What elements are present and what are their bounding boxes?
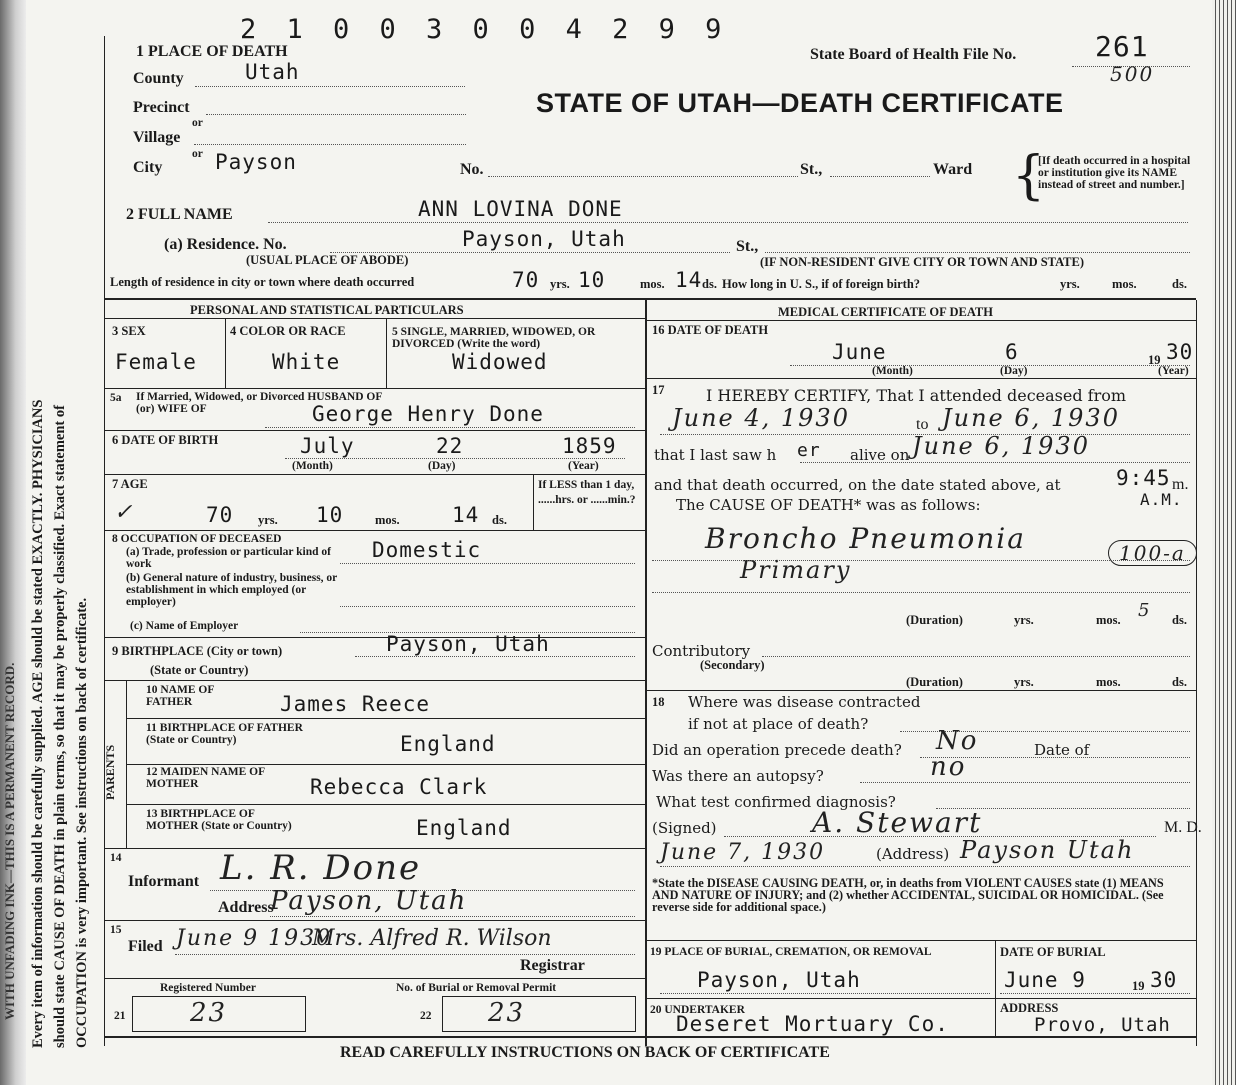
marital-label: 5 SINGLE, MARRIED, WIDOWED, OR DIVORCED (Write the word): [392, 326, 596, 350]
grid-father-bp: [126, 764, 645, 765]
duration-ds: ds.: [1172, 613, 1187, 627]
parents-side-label: PARENTS: [103, 744, 117, 800]
marital-value: Widowed: [452, 350, 548, 374]
frame-right: [1196, 300, 1197, 1046]
grid-father: [126, 718, 645, 719]
age-yrs: yrs.: [258, 513, 278, 527]
burial-place-label: 19 PLACE OF BURIAL, CREMATION, OR REMOVAL: [650, 946, 932, 958]
place-of-death-header: 1 PLACE OF DEATH: [136, 43, 288, 60]
age-mos: mos.: [375, 513, 400, 527]
item-17: 17: [652, 383, 665, 397]
us-mos: mos.: [1112, 277, 1137, 291]
sidebar-instructions-1: Every item of information should be carefully supplied. AGE should be stated EXACTLY. PHYSICIANS: [30, 399, 46, 1048]
spouse-num: 5a: [110, 392, 122, 404]
county-value: Utah: [245, 60, 300, 84]
alive-on-label: alive on: [850, 446, 910, 464]
signed-label: (Signed): [652, 819, 717, 837]
reg-num-value: 23: [190, 998, 228, 1028]
item-22: 22: [420, 1010, 432, 1022]
hospital-brace: {: [1012, 146, 1046, 206]
file-no: 261: [1095, 30, 1149, 63]
doctor-address: Payson Utah: [960, 836, 1135, 864]
secondary-label: (Secondary): [700, 658, 765, 672]
sidebar-instructions-2: should state CAUSE OF DEATH in plain terms, so that it may be properly classified. Exact statement of: [52, 405, 68, 1048]
birthplace-label: 9 BIRTHPLACE (City or town): [112, 644, 283, 658]
frame-left: [104, 36, 105, 1046]
grid-after-filed: [104, 978, 645, 979]
occ-c: (c) Name of Employer: [130, 620, 239, 632]
item-14: 14: [110, 852, 122, 864]
duration-label: (Duration): [906, 613, 963, 627]
duration-mos: mos.: [1096, 613, 1121, 627]
grid-after-footnote: [645, 940, 1196, 941]
grid-after-bp: [104, 680, 645, 681]
autopsy-label: Was there an autopsy?: [652, 767, 824, 785]
signed-date: June 7, 1930: [660, 840, 826, 865]
item-15: 15: [110, 924, 122, 936]
item-18: 18: [652, 695, 665, 709]
dob-month: July: [300, 434, 355, 458]
father-label: 10 NAME OF FATHER: [146, 684, 214, 708]
dob-label: 6 DATE OF BIRTH: [112, 433, 219, 447]
last-saw-label: that I last saw h: [654, 446, 777, 464]
sex-label: 3 SEX: [112, 324, 146, 338]
grid-after-dod: [645, 378, 1196, 379]
duration-label-2: (Duration): [906, 675, 963, 689]
mother-label: 12 MAIDEN NAME OF MOTHER: [146, 766, 265, 790]
dob-month-cap: (Month): [292, 460, 333, 472]
birthplace-sub: (State or Country): [150, 663, 249, 677]
st-label: St.,: [800, 161, 823, 178]
undertaker-address-label: ADDRESS: [1000, 1001, 1059, 1015]
precinct-label: Precinct: [133, 99, 190, 116]
burial-permit-box: [442, 996, 636, 1032]
filed-line: [175, 954, 635, 955]
length-yrs-val: 70: [512, 268, 540, 292]
operation-value: No: [936, 726, 979, 756]
cert-text: I HEREBY CERTIFY, That I attended deceased from: [706, 386, 1127, 405]
last-saw-date: June 6, 1930: [912, 432, 1090, 460]
cause-line-1: [652, 560, 1190, 561]
county-label: County: [133, 70, 184, 87]
grid-center: [645, 298, 647, 1046]
or-1: or: [192, 117, 203, 129]
contrib-line: [762, 656, 1190, 657]
filed-date: June 9 1930: [176, 926, 333, 951]
operation-label: Did an operation precede death?: [652, 741, 902, 759]
mother-bp-value: England: [416, 816, 512, 840]
informant-address-label: Address: [218, 899, 274, 916]
grid-top: [104, 298, 1196, 300]
full-name-label: 2 FULL NAME: [126, 206, 233, 223]
informant-label: Informant: [128, 873, 200, 890]
medical-header: MEDICAL CERTIFICATE OF DEATH: [778, 305, 993, 319]
color-value: White: [272, 350, 341, 374]
footer-instructions: READ CAREFULLY INSTRUCTIONS ON BACK OF CERTIFICATE: [340, 1044, 830, 1061]
where-label-2: if not at place of death?: [688, 715, 869, 733]
grid-color-marital: [386, 318, 387, 388]
grid-after-occ: [104, 637, 645, 638]
occ-a: (a) Trade, profession or particular kind of work: [126, 546, 331, 570]
duration-ds-2: ds.: [1172, 675, 1187, 689]
certificate-top-number: 2 1 0 0 3 0 0 4 2 9 9: [240, 14, 729, 45]
length-yrs: yrs.: [550, 277, 570, 291]
length-mos-val: 10: [578, 268, 606, 292]
or-2: or: [192, 148, 203, 160]
length-ds-val: 14: [675, 268, 703, 292]
grid-burial-mid: [645, 998, 1196, 999]
length-mos: mos.: [640, 277, 665, 291]
ward-label: Ward: [933, 161, 973, 178]
dod-year: 30: [1166, 340, 1194, 364]
where-label: Where was disease contracted: [688, 693, 921, 711]
file-no-label: State Board of Health File No.: [810, 46, 1017, 63]
residence-line-2: [765, 252, 1190, 253]
residence-st: St.,: [736, 238, 759, 255]
burial-place-line: [660, 993, 990, 994]
her-value: er: [797, 440, 821, 461]
burial-date: June 9: [1004, 968, 1086, 992]
burial-place: Payson, Utah: [697, 968, 861, 992]
grid-after-age: [104, 530, 645, 531]
dod-line: [790, 365, 1190, 366]
medical-footnote: *State the DISEASE CAUSING DEATH, or, in deaths from VIOLENT CAUSES state (1) MEANS AND NATURE OF INJURY; and (2) whether ACCIDENTAL, SUICIDAL OR HOMICIDAL. (See reverse side for additional space.): [652, 876, 1164, 914]
hospital-note: [If death occurred in a hospital or institution give its NAME instead of street and number.]: [1038, 155, 1191, 191]
abode-note: (USUAL PLACE OF ABODE): [246, 253, 409, 267]
length-ds: ds.: [702, 277, 717, 291]
occ-line-b: [340, 606, 635, 607]
no-label: No.: [460, 161, 484, 178]
nonres-note: (IF NON-RESIDENT GIVE CITY OR TOWN AND STATE): [760, 255, 1085, 269]
attend-to: June 6, 1930: [942, 404, 1120, 432]
death-m-label: m.: [1172, 476, 1189, 493]
date-of-label: Date of: [1034, 741, 1090, 759]
birthplace-line: [355, 656, 635, 657]
occupation-value: Domestic: [372, 538, 482, 562]
md-label: M. D.: [1164, 819, 1202, 836]
certificate-title: STATE OF UTAH—DEATH CERTIFICATE: [536, 88, 1064, 118]
us-label: How long in U. S., if of foreign birth?: [722, 277, 921, 291]
spouse-value: George Henry Done: [312, 402, 544, 426]
sex-value: Female: [115, 350, 197, 374]
birthplace-value: Payson, Utah: [386, 632, 550, 656]
dod-month-cap: (Month): [872, 365, 913, 377]
age-years: 70: [206, 503, 234, 527]
grid-after-dob: [104, 474, 645, 475]
paper-edge-right: [1212, 0, 1236, 1085]
residence-label: (a) Residence. No.: [164, 236, 287, 253]
test-label: What test confirmed diagnosis?: [656, 793, 896, 811]
informant-address-line: [270, 916, 635, 917]
dob-year-cap: (Year): [568, 460, 599, 472]
grid-sex-color: [225, 318, 226, 388]
grid-after-sex: [104, 388, 645, 389]
precinct-line: [206, 114, 466, 115]
duration-mos-val: 5: [1138, 600, 1152, 621]
autopsy-line: [860, 782, 1190, 783]
cause-percent: 100-a: [1108, 540, 1197, 566]
burial-permit-label: No. of Burial or Removal Permit: [396, 982, 557, 994]
autopsy-value: no: [930, 752, 967, 782]
us-yrs: yrs.: [1060, 277, 1080, 291]
cause-primary: Primary: [740, 556, 852, 584]
grid-age-less: [533, 474, 534, 530]
dob-year: 1859: [562, 434, 617, 458]
personal-header: PERSONAL AND STATISTICAL PARTICULARS: [190, 303, 464, 317]
burial-year: 30: [1150, 968, 1178, 992]
undertaker-label: 20 UNDERTAKER: [650, 1004, 745, 1016]
spouse-line: [265, 427, 635, 428]
contributory-label: Contributory: [652, 642, 751, 660]
grid-personal-header: [104, 318, 645, 319]
age-days: 14: [452, 503, 480, 527]
mother-value: Rebecca Clark: [310, 775, 488, 799]
village-label: Village: [133, 129, 181, 146]
grid-bottom: [104, 1036, 1196, 1038]
less-label: If LESS than 1 day, ......hrs. or ......min.?: [538, 479, 636, 506]
duration-yrs-2: yrs.: [1014, 675, 1034, 689]
to-label: to: [916, 416, 929, 433]
county-line: [195, 86, 465, 87]
cause-label: The CAUSE OF DEATH* was as follows:: [676, 496, 981, 514]
cause-line-2: [652, 592, 1190, 593]
grid-after-spouse: [104, 430, 645, 431]
file-no-sub: 500: [1110, 62, 1155, 86]
full-name-line: [268, 222, 1188, 223]
filed-label: Filed: [128, 938, 163, 955]
city-label: City: [133, 159, 163, 176]
burial-year-prefix: 19: [1132, 979, 1145, 993]
color-label: 4 COLOR OR RACE: [230, 324, 346, 338]
duration-yrs: yrs.: [1014, 613, 1034, 627]
burial-date-line: [1000, 993, 1190, 994]
burial-permit-value: 23: [488, 998, 526, 1028]
last-saw-line: [800, 462, 1190, 463]
cause-value: Broncho Pneumonia: [705, 522, 1026, 555]
doctor-address-label: (Address): [876, 845, 950, 863]
age-label: 7 AGE: [112, 477, 148, 491]
father-bp-label: 11 BIRTHPLACE OF FATHER (State or Country): [146, 722, 303, 746]
item-21: 21: [114, 1010, 126, 1022]
grid-after-informant: [104, 920, 645, 921]
father-value: James Reece: [280, 692, 431, 716]
ward-line: [830, 176, 930, 177]
dod-month: June: [832, 340, 887, 364]
us-ds: ds.: [1172, 277, 1187, 291]
dod-label: 16 DATE OF DEATH: [652, 323, 769, 337]
attend-from: June 4, 1930: [672, 404, 850, 432]
city-value: Payson: [215, 150, 297, 174]
occ-line-a: [340, 563, 635, 564]
occ-label: 8 OCCUPATION OF DECEASED: [112, 533, 282, 545]
death-am: A.M.: [1140, 490, 1183, 509]
dob-day-cap: (Day): [428, 460, 456, 472]
dod-year-prefix: 19: [1148, 353, 1161, 367]
grid-medical-header: [645, 320, 1196, 321]
informant-signature: L. R. Done: [220, 848, 422, 888]
dob-day: 22: [436, 434, 464, 458]
no-line: [488, 176, 798, 177]
age-check: ✓: [114, 500, 135, 525]
undertaker: Deseret Mortuary Co.: [676, 1012, 949, 1036]
age-ds: ds.: [492, 513, 507, 527]
duration-mos-2: mos.: [1096, 675, 1121, 689]
dod-day-cap: (Day): [1000, 365, 1028, 377]
age-months: 10: [316, 503, 344, 527]
dod-day: 6: [1005, 340, 1019, 364]
grid-after-contrib: [645, 690, 1196, 691]
informant-address: Payson, Utah: [270, 886, 468, 916]
full-name-value: ANN LOVINA DONE: [418, 197, 623, 221]
registrar-signature: Mrs. Alfred R. Wilson: [312, 926, 552, 951]
registrar-label: Registrar: [520, 957, 585, 974]
mother-bp-label: 13 BIRTHPLACE OF MOTHER (State or Country): [146, 808, 292, 832]
death-time: 9:45: [1116, 466, 1171, 490]
length-label: Length of residence in city or town where death occurred: [110, 275, 415, 289]
sidebar-instructions-3: OCCUPATION is very important. See instructions on back of certificate.: [74, 597, 90, 1048]
doctor-signature: A. Stewart: [812, 806, 983, 839]
occ-b: (b) General nature of industry, business, or establishment in which employed (or employer): [126, 572, 338, 608]
spouse-label: If Married, Widowed, or Divorced HUSBAND OF (or) WIFE OF: [136, 391, 382, 415]
dob-line: [285, 458, 625, 459]
doctor-address-line: [660, 866, 1190, 867]
village-line: [194, 144, 466, 145]
residence-value: Payson, Utah: [462, 227, 626, 251]
dod-year-cap: (Year): [1158, 365, 1189, 377]
undertaker-address: Provo, Utah: [1034, 1014, 1171, 1036]
father-bp-value: England: [400, 732, 496, 756]
reg-num-label: Registered Number: [160, 982, 256, 994]
death-occurred-label: and that death occurred, on the date stated above, at: [654, 476, 1061, 494]
grid-burial-split: [995, 940, 996, 1036]
grid-mother: [126, 804, 645, 805]
burial-date-label: DATE OF BURIAL: [1000, 945, 1106, 959]
sidebar-instructions-4: WITH UNFADING INK—THIS IS A PERMANENT RECORD.: [2, 662, 17, 1020]
